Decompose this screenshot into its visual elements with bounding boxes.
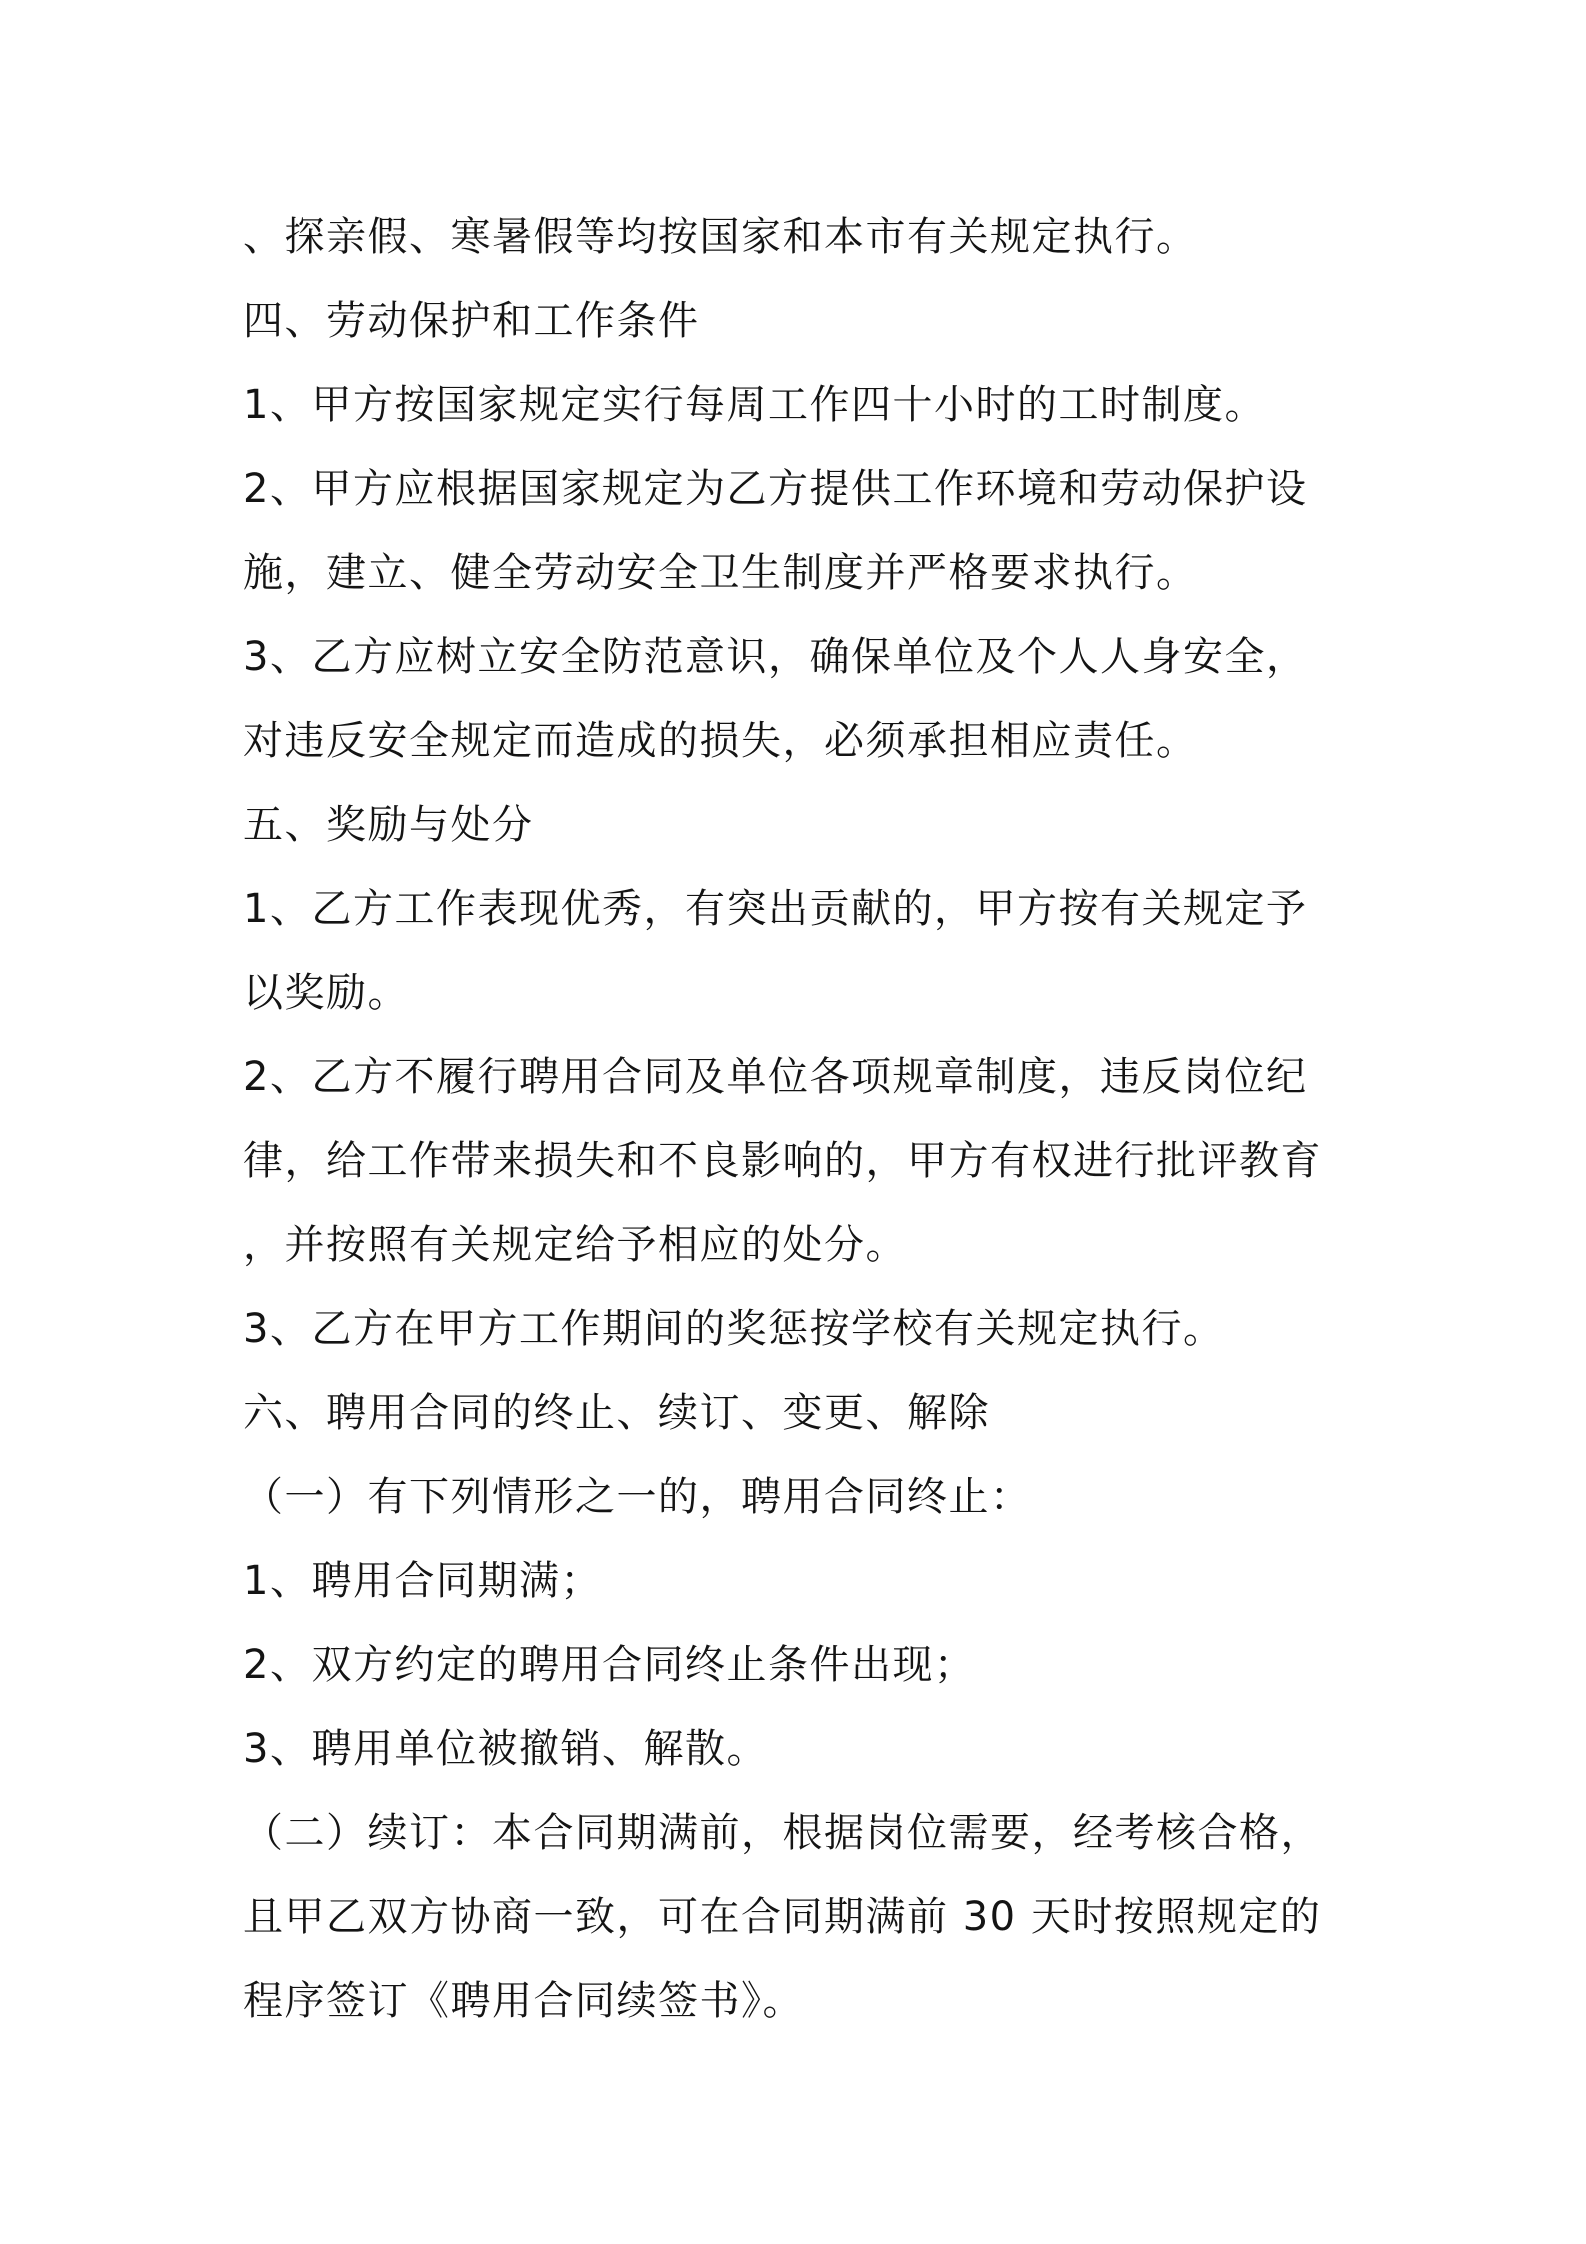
subsection-heading: （一）有下列情形之一的，聘用合同终止：: [243, 1474, 1032, 1520]
text-line: 程序签订《聘用合同续签书》。: [243, 1978, 804, 2024]
text-line: ，并按照有关规定给予相应的处分。: [243, 1222, 907, 1268]
subsection-heading: （二）续订：本合同期满前，根据岗位需要，经考核合格，: [243, 1810, 1322, 1856]
text-line: 律，给工作带来损失和不良影响的，甲方有权进行批评教育: [243, 1138, 1322, 1184]
text-line: 施，建立、健全劳动安全卫生制度并严格要求执行。: [243, 550, 1198, 596]
text-line: 1、甲方按国家规定实行每周工作四十小时的工时制度。: [243, 382, 1266, 428]
text-line: 2、双方约定的聘用合同终止条件出现；: [243, 1642, 976, 1688]
section-heading: 五、奖励与处分: [243, 802, 534, 848]
text-line: 1、聘用合同期满；: [243, 1558, 602, 1604]
text-line: 3、聘用单位被撤销、解散。: [243, 1726, 768, 1772]
text-line: 2、乙方不履行聘用合同及单位各项规章制度，违反岗位纪: [243, 1054, 1308, 1100]
section-heading: 六、聘用合同的终止、续订、变更、解除: [243, 1390, 990, 1436]
section-heading: 四、劳动保护和工作条件: [243, 298, 700, 344]
text-line: 且甲乙双方协商一致，可在合同期满前 30 天时按照规定的: [243, 1894, 1322, 1940]
text-line: 3、乙方在甲方工作期间的奖惩按学校有关规定执行。: [243, 1306, 1225, 1352]
text-line: 、探亲假、寒暑假等均按国家和本市有关规定执行。: [243, 214, 1198, 260]
text-line: 1、乙方工作表现优秀，有突出贡献的，甲方按有关规定予: [243, 886, 1308, 932]
document-body: [243, 195, 1363, 2043]
text-line: 以奖励。: [243, 970, 409, 1016]
text-line: 对违反安全规定而造成的损失，必须承担相应责任。: [243, 718, 1198, 764]
text-line: 3、乙方应树立安全防范意识，确保单位及个人人身安全，: [243, 634, 1308, 680]
text-line: 2、甲方应根据国家规定为乙方提供工作环境和劳动保护设: [243, 466, 1308, 512]
